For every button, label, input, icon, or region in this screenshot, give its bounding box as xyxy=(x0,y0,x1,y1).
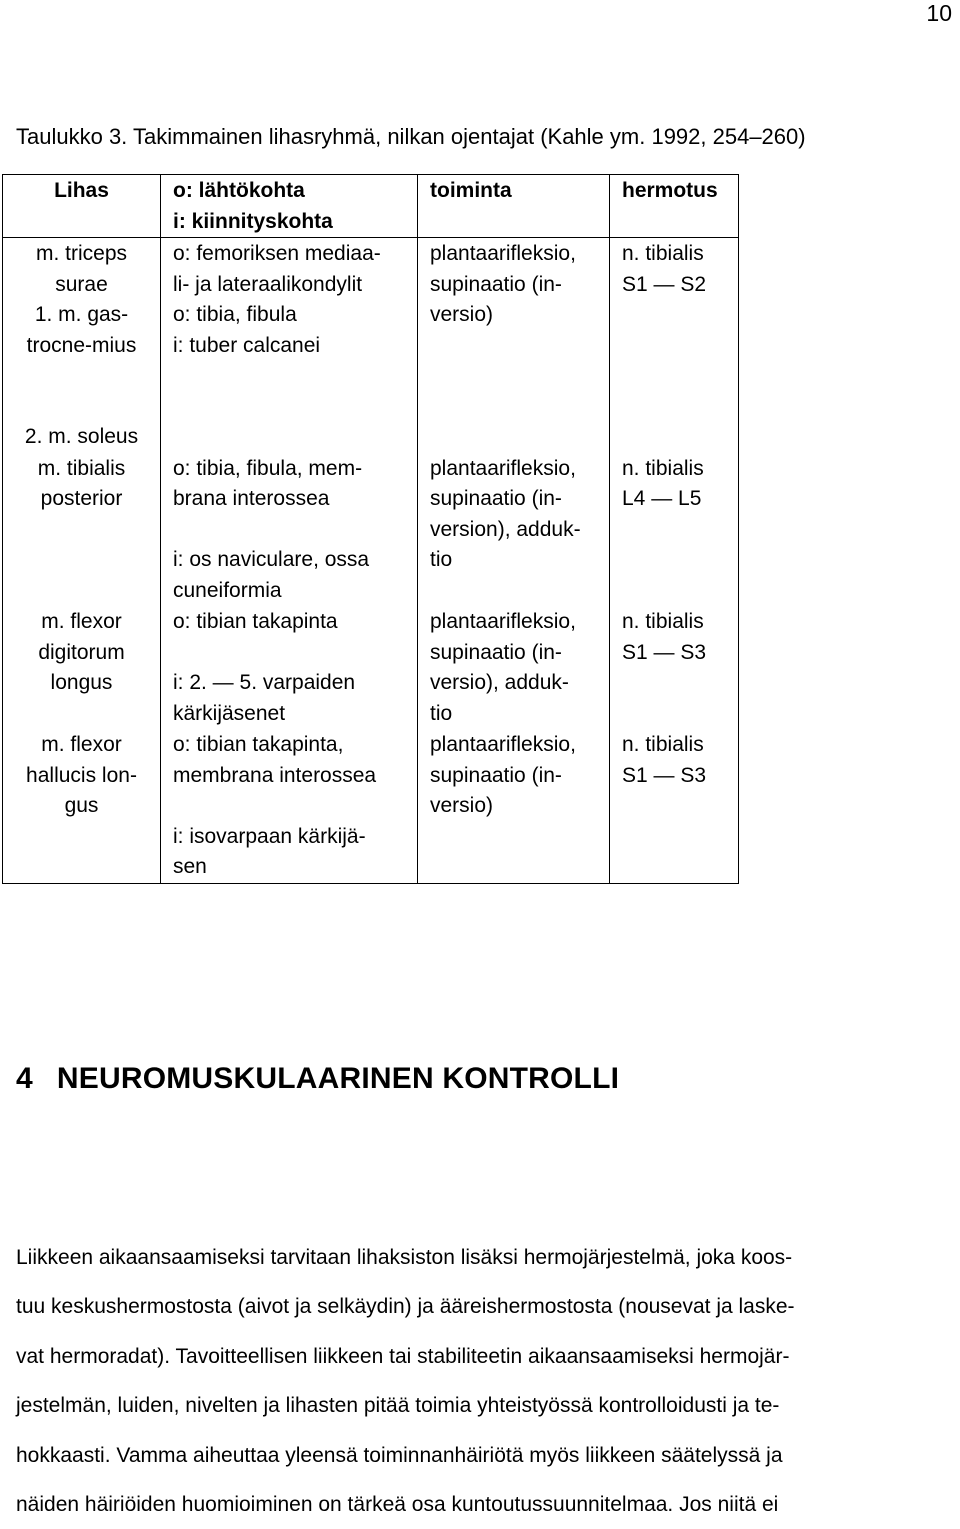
section-number: 4 xyxy=(16,1062,33,1095)
section-heading xyxy=(16,1062,619,1096)
paragraph-line: näiden häiriöiden huomioiminen on tärkeä osa kuntoutussuunnitelmaa. Jos niitä ei xyxy=(16,1493,779,1517)
cell-toiminta: plantaarifleksio, supinaatio (in- versio) xyxy=(418,729,610,883)
header-kohta: o: lähtökohta i: kiinnityskohta xyxy=(161,175,418,238)
header-hermotus: hermotus xyxy=(610,175,739,238)
cell-lihas: m. flexor hallucis lon- gus xyxy=(3,729,161,883)
table-row xyxy=(3,729,739,883)
paragraph-line: tuu keskushermostosta (aivot ja selkäydin) ja ääreishermostosta (nousevat ja laske- xyxy=(16,1295,795,1319)
cell-kohta: o: tibian takapinta i: 2. — 5. varpaiden kärkijäsenet xyxy=(161,606,418,729)
section-title: NEUROMUSKULAARINEN KONTROLLI xyxy=(56,1062,620,1095)
cell-toiminta: plantaarifleksio, supinaatio (in- versio) xyxy=(418,238,610,453)
muscle-table xyxy=(2,174,739,884)
table-row xyxy=(3,238,739,453)
cell-hermotus: n. tibialis S1 — S3 xyxy=(610,729,739,883)
cell-lihas: m. flexor digitorum longus xyxy=(3,606,161,729)
cell-toiminta: plantaarifleksio, supinaatio (in- version), adduk- tio xyxy=(418,453,610,607)
table-row xyxy=(3,606,739,729)
header-lihas: Lihas xyxy=(3,175,161,238)
cell-hermotus: n. tibialis S1 — S2 xyxy=(610,238,739,453)
cell-hermotus: n. tibialis L4 — L5 xyxy=(610,453,739,607)
body-paragraph xyxy=(16,1233,952,1529)
cell-kohta: o: tibia, fibula, mem- brana interossea i: os naviculare, ossa cuneiformia xyxy=(161,453,418,607)
paragraph-line: Liikkeen aikaansaamiseksi tarvitaan lihaksiston lisäksi hermojärjestelmä, joka koos- xyxy=(16,1246,793,1269)
table-caption: Taulukko 3. Takimmainen lihasryhmä, nilkan ojentajat (Kahle ym. 1992, 254–260) xyxy=(16,124,806,149)
paragraph-line: hokkaasti. Vamma aiheuttaa yleensä toiminnanhäiriötä myös liikkeen säätelyssä ja xyxy=(16,1443,783,1467)
cell-lihas: m. tibialis posterior xyxy=(3,453,161,607)
table-header-row xyxy=(3,175,739,238)
cell-toiminta: plantaarifleksio, supinaatio (in- versio), adduk- tio xyxy=(418,606,610,729)
page-number: 10 xyxy=(926,0,952,26)
cell-kohta: o: tibian takapinta, membrana interossea i: isovarpaan kärkijä- sen xyxy=(161,729,418,883)
cell-hermotus: n. tibialis S1 — S3 xyxy=(610,606,739,729)
table-row xyxy=(3,453,739,607)
paragraph-line: jestelmän, luiden, nivelten ja lihasten pitää toimia yhteistyössä kontrolloidusti ja te- xyxy=(16,1394,780,1418)
header-toiminta: toiminta xyxy=(418,175,610,238)
cell-kohta: o: femoriksen mediaa- li- ja lateraalikondylit o: tibia, fibula i: tuber calcanei xyxy=(161,238,418,453)
paragraph-line: vat hermoradat). Tavoitteellisen liikkeen tai stabiliteetin aikaansaamiseksi hermojär- xyxy=(16,1344,790,1368)
cell-lihas: m. triceps surae 1. m. gas- trocne-mius 2. m. soleus xyxy=(3,238,161,453)
